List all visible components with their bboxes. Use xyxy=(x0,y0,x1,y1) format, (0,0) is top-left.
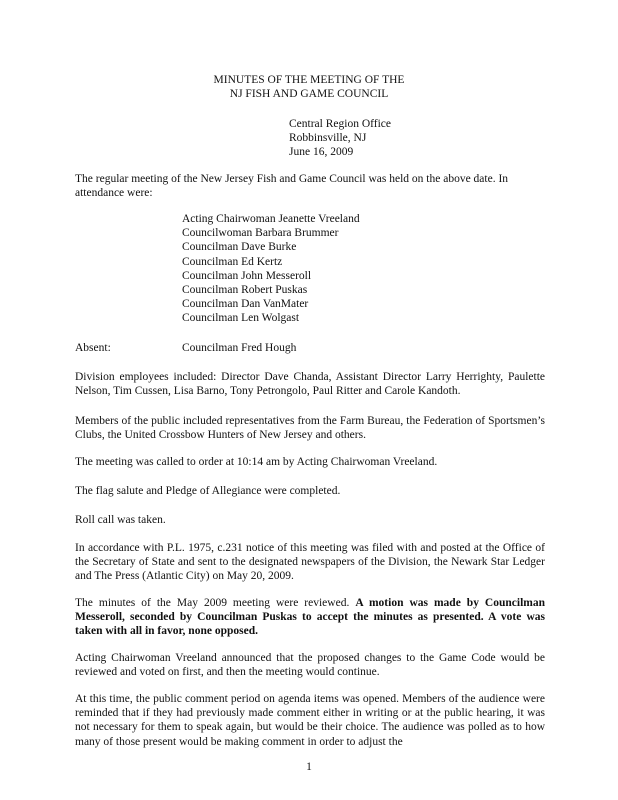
minutes-review-text: The minutes of the May 2009 meeting were reviewed. xyxy=(75,597,356,609)
notice-paragraph: In accordance with P.L. 1975, c.231 notice of this meeting was filed with and posted at the Office of the Secretary of State and sent to the designated newspapers of the Division, the Newark Star Ledger and The Press (Atlantic City) on May 20, 2009. xyxy=(75,542,545,583)
absent-label: Absent: xyxy=(75,342,111,354)
meeting-date: June 16, 2009 xyxy=(289,146,354,158)
location-city: Robbinsville, NJ xyxy=(289,132,367,144)
attendee-item: Councilwoman Barbara Brummer xyxy=(182,227,339,240)
location-office: Central Region Office xyxy=(289,118,391,130)
intro-paragraph: The regular meeting of the New Jersey Fish and Game Council was held on the above date. In attendance were: xyxy=(75,173,509,200)
title-line-1: MINUTES OF THE MEETING OF THE xyxy=(213,74,405,86)
attendee-item: Councilman John Messeroll xyxy=(182,269,312,282)
title-line-2: NJ FISH AND GAME COUNCIL xyxy=(229,88,389,100)
absent-member: Councilman Fred Hough xyxy=(182,342,297,354)
document-title xyxy=(0,73,618,101)
division-employees-paragraph: Division employees included: Director Dave Chanda, Assistant Director Larry Herrighty, Paulette Nelson, Tim Cussen, Lisa Barno, Tony Petrongolo, Paul Ritter and Carole Kandoth. xyxy=(75,371,545,398)
attendee-item: Councilman Robert Puskas xyxy=(182,284,308,297)
public-members-paragraph: Members of the public included representatives from the Farm Bureau, the Federation of Sportsmen’s Clubs, the United Crossbow Hunters of New Jersey and others. xyxy=(75,415,545,442)
called-to-order-paragraph: The meeting was called to order at 10:14 am by Acting Chairwoman Vreeland. xyxy=(75,456,438,468)
minutes-motion-text: A motion was made by Councilman Messeroll, seconded by Councilman Puskas to accept the minutes as presented. A vote was taken with all in favor, none opposed. xyxy=(75,597,545,638)
attendee-item: Councilman Ed Kertz xyxy=(182,255,283,268)
flag-salute-paragraph: The flag salute and Pledge of Allegiance were completed. xyxy=(75,485,341,497)
game-code-paragraph: Acting Chairwoman Vreeland announced that the proposed changes to the Game Code would be reviewed and voted on first, and then the meeting would continue. xyxy=(75,652,545,679)
attendee-item: Councilman Dan VanMater xyxy=(182,298,309,311)
minutes-review-paragraph xyxy=(75,596,545,639)
page-number: 1 xyxy=(306,761,312,773)
public-comment-paragraph: At this time, the public comment period on agenda items was opened. Members of the audience were reminded that if they had previously made comment either in writing or at the public hearing, it was not necessary for them to speak again, but would be their choice. The audience was polled as to how many of those present would be making comment in order to adjust the xyxy=(75,693,545,748)
attendee-list xyxy=(182,212,360,326)
attendee-item: Councilman Len Wolgast xyxy=(182,312,300,325)
attendee-item: Councilman Dave Burke xyxy=(182,241,297,254)
roll-call-paragraph: Roll call was taken. xyxy=(75,514,166,526)
meeting-location-block xyxy=(289,117,391,159)
attendee-item: Acting Chairwoman Jeanette Vreeland xyxy=(182,213,360,225)
